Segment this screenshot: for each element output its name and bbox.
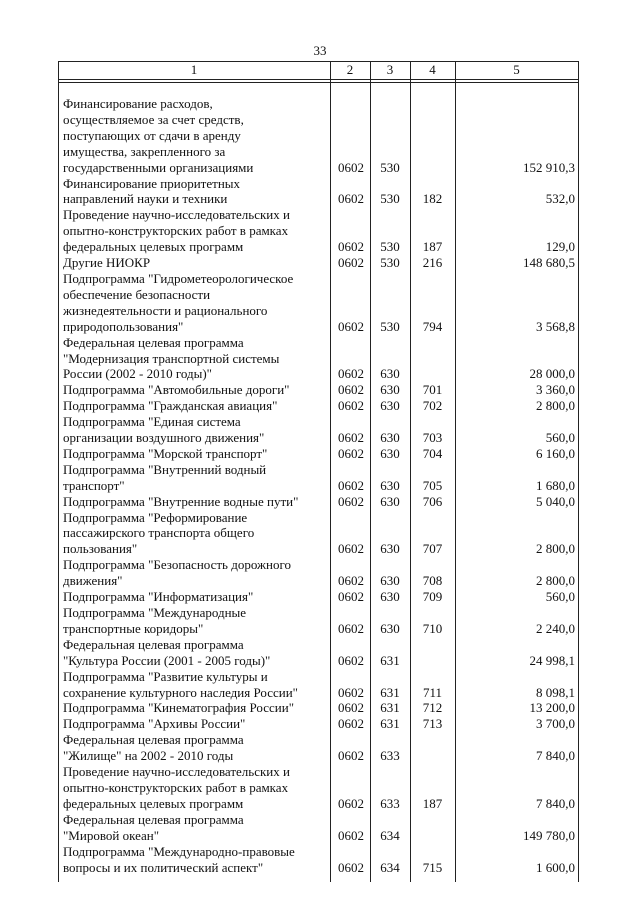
- cell-c3: 530: [380, 318, 400, 334]
- description-line: Подпрограмма "Безопасность дорожного: [63, 557, 291, 573]
- cell-c2: 0602: [338, 541, 364, 557]
- cell-c2: 0602: [338, 684, 364, 700]
- row-description: [63, 494, 327, 510]
- row-description: [63, 176, 327, 208]
- table-row: [0, 255, 640, 271]
- description-line: движения": [63, 573, 123, 589]
- description-line: транспорт": [63, 477, 125, 493]
- row-description: [63, 844, 327, 876]
- description-line: Проведение научно-исследовательских и: [63, 207, 290, 223]
- cell-c3: 631: [380, 700, 400, 716]
- cell-c2: 0602: [338, 445, 364, 461]
- description-line: Подпрограмма "Кинематография России": [63, 700, 295, 716]
- table-row: [0, 510, 640, 558]
- page-number: 33: [313, 43, 327, 58]
- description-line: поступающих от сдачи в аренду: [63, 127, 241, 143]
- description-line: Подпрограмма "Архивы России": [63, 716, 246, 732]
- header-col-3: 3: [386, 62, 394, 77]
- cell-c3: 630: [380, 493, 400, 509]
- cell-c2: 0602: [338, 748, 364, 764]
- description-line: направлений науки и техники: [63, 191, 228, 207]
- cell-c5: 560,0: [545, 589, 575, 605]
- cell-c3: 634: [380, 827, 400, 843]
- cell-c5: 8 098,1: [536, 684, 575, 700]
- row-description: [63, 700, 327, 716]
- table-row: [0, 764, 640, 812]
- cell-c2: 0602: [338, 398, 364, 414]
- cell-c3: 530: [380, 191, 400, 207]
- table-row: [0, 271, 640, 335]
- description-line: Подпрограмма "Единая система: [63, 414, 241, 430]
- description-line: осуществляемое за счет средств,: [63, 111, 244, 127]
- cell-c5: 1 600,0: [536, 859, 575, 875]
- row-description: [63, 255, 327, 271]
- description-line: Подпрограмма "Информатизация": [63, 589, 254, 605]
- table-row: [0, 176, 640, 208]
- cell-c2: 0602: [338, 239, 364, 255]
- table-row: [0, 669, 640, 701]
- table-row: [0, 812, 640, 844]
- description-line: пользования": [63, 541, 138, 557]
- description-line: государственными организациями: [63, 159, 254, 175]
- description-line: Подпрограмма "Международно-правовые: [63, 843, 295, 859]
- cell-c4: 702: [422, 398, 443, 414]
- row-description: [63, 812, 327, 844]
- description-line: Подпрограмма "Гидрометеорологическое: [63, 270, 294, 286]
- table-row: [0, 414, 640, 446]
- cell-c3: 530: [380, 159, 400, 175]
- cell-c4: 711: [422, 684, 443, 700]
- cell-c3: 530: [380, 255, 400, 271]
- cell-c5: 560,0: [545, 430, 575, 446]
- cell-c5: 2 800,0: [536, 398, 575, 414]
- cell-c2: 0602: [338, 191, 364, 207]
- description-line: вопросы и их политический аспект": [63, 859, 264, 875]
- description-line: имущества, закрепленного за: [63, 143, 226, 159]
- cell-c3: 633: [380, 795, 400, 811]
- cell-c5: 3 360,0: [536, 382, 575, 398]
- table-row: [0, 382, 640, 398]
- description-line: "Мировой океан": [63, 827, 160, 843]
- description-line: транспортные коридоры": [63, 620, 204, 636]
- description-line: Подпрограмма "Развитие культуры и: [63, 668, 268, 684]
- cell-c4: 216: [422, 255, 443, 271]
- cell-c3: 630: [380, 430, 400, 446]
- table-row: [0, 605, 640, 637]
- row-description: [63, 605, 327, 637]
- cell-c5: 148 680,5: [523, 255, 575, 271]
- cell-c2: 0602: [338, 795, 364, 811]
- cell-c5: 28 000,0: [529, 366, 575, 382]
- table-row: [0, 637, 640, 669]
- cell-c5: 532,0: [545, 191, 575, 207]
- cell-c3: 530: [380, 239, 400, 255]
- cell-c5: 129,0: [545, 239, 575, 255]
- cell-c4: 710: [422, 620, 443, 636]
- description-line: "Модернизация транспортной системы: [63, 350, 280, 366]
- cell-c2: 0602: [338, 382, 364, 398]
- description-line: Федеральная целевая программа: [63, 636, 244, 652]
- cell-c3: 631: [380, 684, 400, 700]
- cell-c2: 0602: [338, 430, 364, 446]
- row-description: [63, 446, 327, 462]
- description-line: природопользования": [63, 318, 184, 334]
- row-description: [63, 669, 327, 701]
- cell-c2: 0602: [338, 159, 364, 175]
- cell-c5: 2 240,0: [536, 620, 575, 636]
- cell-c2: 0602: [338, 716, 364, 732]
- cell-c2: 0602: [338, 652, 364, 668]
- cell-c5: 7 840,0: [536, 795, 575, 811]
- description-line: России (2002 - 2010 годы)": [63, 366, 212, 382]
- description-line: "Культура России (2001 - 2005 годы)": [63, 652, 271, 668]
- cell-c2: 0602: [338, 620, 364, 636]
- row-description: [63, 414, 327, 446]
- row-description: [63, 716, 327, 732]
- cell-c4: 187: [422, 239, 443, 255]
- description-line: пассажирского транспорта общего: [63, 525, 255, 541]
- description-line: Подпрограмма "Гражданская авиация": [63, 398, 278, 414]
- table-row: [0, 446, 640, 462]
- table-row: [0, 494, 640, 510]
- description-line: "Жилище" на 2002 - 2010 годы: [63, 748, 234, 764]
- cell-c2: 0602: [338, 827, 364, 843]
- table-row: [0, 716, 640, 732]
- row-description: [63, 510, 327, 558]
- cell-c4: 713: [422, 716, 443, 732]
- description-line: Финансирование расходов,: [63, 96, 213, 111]
- cell-c4: 705: [422, 477, 443, 493]
- row-description: [63, 764, 327, 812]
- description-line: Проведение научно-исследовательских и: [63, 764, 290, 780]
- row-description: [63, 271, 327, 335]
- row-description: [63, 96, 327, 176]
- description-line: Подпрограмма "Морской транспорт": [63, 445, 268, 461]
- row-description: [63, 207, 327, 255]
- cell-c3: 631: [380, 716, 400, 732]
- cell-c4: 707: [422, 541, 443, 557]
- row-description: [63, 335, 327, 383]
- cell-c3: 634: [380, 859, 400, 875]
- cell-c2: 0602: [338, 255, 364, 271]
- cell-c4: 709: [422, 589, 443, 605]
- cell-c4: 712: [422, 700, 443, 716]
- description-line: обеспечение безопасности: [63, 286, 211, 302]
- header-col-4: 4: [429, 62, 436, 77]
- cell-c4: 706: [422, 493, 443, 509]
- cell-c3: 630: [380, 398, 400, 414]
- cell-c4: 715: [422, 859, 443, 875]
- cell-c4: 182: [422, 191, 443, 207]
- table-row: [0, 462, 640, 494]
- cell-c4: 708: [422, 573, 443, 589]
- row-description: [63, 557, 327, 589]
- table-row: [0, 700, 640, 716]
- cell-c2: 0602: [338, 477, 364, 493]
- cell-c2: 0602: [338, 589, 364, 605]
- cell-c2: 0602: [338, 493, 364, 509]
- table-top-rule: [58, 82, 578, 83]
- cell-c5: 3 700,0: [536, 716, 575, 732]
- description-line: Финансирование приоритетных: [63, 175, 241, 191]
- row-description: [63, 589, 327, 605]
- table-row: [0, 398, 640, 414]
- cell-c3: 633: [380, 748, 400, 764]
- table-row: [0, 589, 640, 605]
- description-line: Подпрограмма "Автомобильные дороги": [63, 382, 290, 398]
- cell-c2: 0602: [338, 318, 364, 334]
- cell-c2: 0602: [338, 573, 364, 589]
- cell-c4: 704: [422, 445, 443, 461]
- cell-c2: 0602: [338, 700, 364, 716]
- table-row: [0, 557, 640, 589]
- cell-c3: 630: [380, 573, 400, 589]
- row-description: [63, 398, 327, 414]
- table-row: [0, 335, 640, 383]
- cell-c4: 703: [422, 430, 443, 446]
- cell-c5: 5 040,0: [536, 493, 575, 509]
- cell-c4: 187: [422, 795, 443, 811]
- table-row: [0, 207, 640, 255]
- description-line: жизнедеятельности и рационального: [63, 302, 268, 318]
- table-body: [0, 96, 640, 875]
- row-description: [63, 462, 327, 494]
- table-row: [0, 96, 640, 176]
- description-line: Другие НИОКР: [63, 255, 151, 271]
- header-col-5: 5: [513, 62, 520, 77]
- header-bottom-rule: [58, 79, 578, 80]
- description-line: опытно-конструкторских работ в рамках: [63, 779, 289, 795]
- header-col-1: 1: [190, 62, 198, 77]
- cell-c5: 24 998,1: [529, 652, 575, 668]
- description-line: федеральных целевых программ: [63, 239, 244, 255]
- table-row: [0, 844, 640, 876]
- cell-c5: 149 780,0: [523, 827, 575, 843]
- description-line: Подпрограмма "Внутренние водные пути": [63, 493, 299, 509]
- cell-c3: 630: [380, 382, 400, 398]
- cell-c5: 13 200,0: [529, 700, 575, 716]
- description-line: Федеральная целевая программа: [63, 334, 244, 350]
- description-line: федеральных целевых программ: [63, 795, 244, 811]
- cell-c3: 631: [380, 652, 400, 668]
- cell-c3: 630: [380, 541, 400, 557]
- cell-c3: 630: [380, 620, 400, 636]
- description-line: Подпрограмма "Внутренний водный: [63, 461, 267, 477]
- cell-c3: 630: [380, 477, 400, 493]
- header-col-2: 2: [346, 62, 354, 77]
- row-description: [63, 382, 327, 398]
- cell-c3: 630: [380, 366, 400, 382]
- cell-c5: 3 568,8: [536, 318, 575, 334]
- table-row: [0, 732, 640, 764]
- cell-c4: 794: [422, 318, 443, 334]
- row-description: [63, 732, 327, 764]
- description-line: Подпрограмма "Реформирование: [63, 509, 248, 525]
- cell-c5: 152 910,3: [523, 159, 575, 175]
- description-line: организации воздушного движения": [63, 430, 265, 446]
- description-line: Федеральная целевая программа: [63, 732, 244, 748]
- cell-c3: 630: [380, 589, 400, 605]
- row-description: [63, 637, 327, 669]
- cell-c4: 701: [422, 382, 443, 398]
- cell-c5: 2 800,0: [536, 541, 575, 557]
- cell-c2: 0602: [338, 366, 364, 382]
- description-line: сохранение культурного наследия России": [63, 684, 298, 700]
- cell-c2: 0602: [338, 859, 364, 875]
- cell-c5: 1 680,0: [536, 477, 575, 493]
- description-line: Подпрограмма "Международные: [63, 605, 247, 620]
- cell-c3: 630: [380, 445, 400, 461]
- description-line: Федеральная целевая программа: [63, 811, 244, 827]
- cell-c5: 2 800,0: [536, 573, 575, 589]
- cell-c5: 6 160,0: [536, 445, 575, 461]
- description-line: опытно-конструкторских работ в рамках: [63, 223, 289, 239]
- cell-c5: 7 840,0: [536, 748, 575, 764]
